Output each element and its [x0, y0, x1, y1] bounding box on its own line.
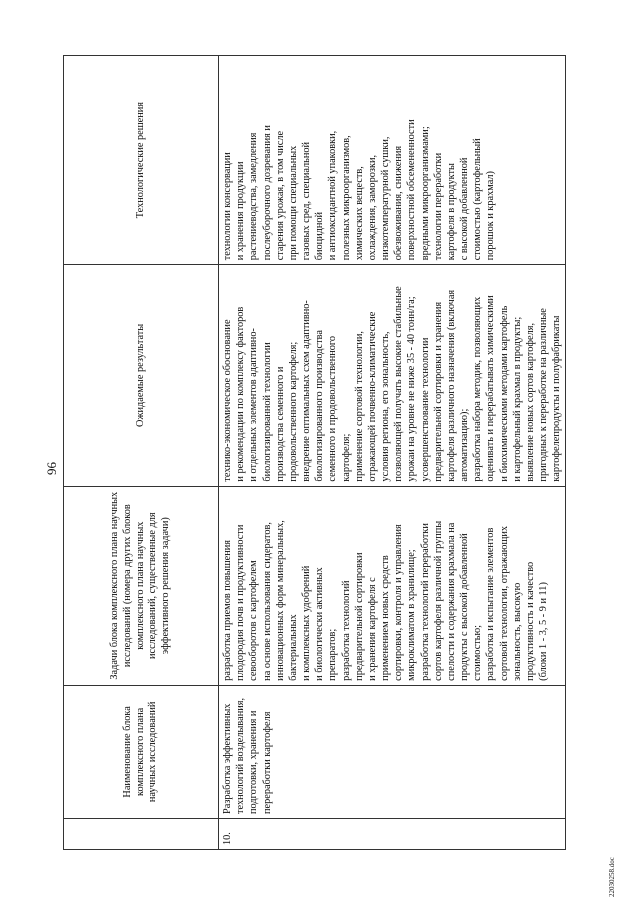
text-line: при помощи специальных — [287, 145, 299, 261]
text-line: применение сортовой технологии, — [353, 331, 365, 482]
table-header-row — [64, 56, 219, 850]
research-plan-table — [63, 55, 566, 850]
text-line: технико-экономическое обоснование — [222, 319, 233, 482]
text-line: отражающей почвенно-климатические — [366, 311, 378, 482]
text-line: севооборотов с картофелем — [248, 560, 260, 681]
text-line: выявление новых сортов картофеля, — [524, 322, 536, 482]
text-line: Разработка эффективных — [222, 703, 233, 814]
text-line: инновационных форм минеральных, — [274, 520, 286, 681]
results-cell — [219, 265, 566, 486]
solutions-cell — [219, 56, 566, 265]
tasks-cell — [219, 486, 566, 685]
text-line: разработка и испытание элементов — [485, 527, 497, 681]
text-line: охлаждения, заморозки, — [366, 154, 378, 261]
text-line: технологии переработки — [432, 152, 444, 261]
text-line: картофеля в продукты — [445, 163, 457, 261]
text-line: разработка набора методик, позволяющих — [472, 296, 484, 482]
text-line: полезных микроорганизмов, — [340, 135, 352, 261]
text-line: производства семенного и — [274, 366, 286, 482]
text-line: картофеля различного назначения (включая — [445, 289, 457, 482]
text-line: урожаи на уровне не ниже 35 - 40 тонн/га; — [406, 296, 418, 482]
text-line: биологизированной технологии — [261, 342, 273, 482]
text-line: низкотемпературной сушки, — [380, 136, 392, 261]
text-line: и отдельных элементов адаптивно- — [248, 328, 260, 482]
text-line: газовых сред, специальной — [301, 141, 313, 261]
text-line: микроклиматом в хранилище; — [406, 549, 418, 681]
text-line: на основе использования сидератов, — [261, 522, 273, 681]
header-number — [64, 818, 219, 849]
text-line: и картофельный крахмал в продукты; — [511, 316, 523, 482]
text-line: зональность, высокую — [511, 582, 523, 681]
text-line: биоцидной — [314, 211, 326, 261]
header-block-tasks: Задачи блока комплексного плана научных исследований (номера других блоков комплексного плана научных исследований, существенные для эффективного решения задачи) — [64, 486, 219, 685]
text-line: порошок и крахмал) — [485, 171, 497, 261]
text-line: разработка технологий — [340, 580, 352, 681]
text-line: продуктивность и качество — [524, 561, 536, 681]
text-line: старения урожая, в том числе — [274, 130, 286, 261]
text-line: стоимостью; — [472, 624, 484, 681]
text-line: послеуборочного дозревания и — [261, 125, 273, 261]
text-line: условия региона, его зональность, — [380, 331, 392, 482]
text-line: сортовой технологии, отражающих — [498, 525, 510, 681]
text-line: (блоки 1 - 3, 5 - 9 и 11) — [538, 582, 550, 681]
text-line: автоматизацию); — [459, 408, 471, 482]
text-line: и комплексных удобрений — [301, 565, 313, 681]
text-line: поверхностной обсемененности — [406, 119, 418, 261]
text-line: растениеводства, замедления — [248, 132, 260, 261]
text-line: технологии консервации — [222, 152, 233, 261]
text-line: оценивать и перерабатывать химическими — [485, 295, 497, 482]
text-line: вредными микроорганизмами; — [419, 126, 431, 261]
text-line: продукты с высокой добавленной — [459, 533, 471, 681]
row-number: 10. — [219, 818, 566, 849]
header-block-name: Наименование блока комплексного плана научных исследований — [64, 685, 219, 818]
text-line: усовершенствование технологии — [419, 337, 431, 482]
text-line: бактериальных — [287, 614, 299, 681]
text-line: спелости и содержания крахмала на — [445, 522, 457, 681]
text-line: и биологически активных — [314, 567, 326, 681]
text-line: обезвоживания, снижения — [393, 145, 405, 261]
text-line: разработка технологий переработки — [419, 523, 431, 681]
text-line: картофелепродукты и полуфабрикаты — [551, 315, 563, 482]
text-line: разработка приемов повышения — [222, 540, 233, 681]
text-line: внедрение оптимальных схем адаптивно- — [301, 300, 313, 482]
text-line: с высокой добавленной — [459, 157, 471, 261]
text-line: плодородия почв и продуктивности — [235, 524, 247, 681]
text-line: сортов картофеля различной группы — [432, 520, 444, 681]
text-line: и хранения продукции — [235, 161, 247, 261]
text-line: семенного и продовольственного — [327, 336, 339, 482]
text-line: предварительной сортировки и хранения — [432, 301, 444, 482]
text-line: стоимостью (картофельный — [472, 138, 484, 261]
text-line: химических веществ, — [353, 166, 365, 261]
header-technological-solutions: Технологические решения — [64, 56, 219, 265]
text-line: позволяющей получать высокие стабильные — [393, 286, 405, 482]
table-row — [219, 56, 566, 850]
text-line: биологизированного производства — [314, 330, 326, 482]
text-line: и хранения картофеля с — [366, 577, 378, 681]
text-line: применением новых средств — [380, 555, 392, 681]
header-expected-results: Ожидаемые результаты — [64, 265, 219, 486]
text-line: картофеля; — [340, 433, 352, 482]
text-line: и антиоксидантной упаковки, — [327, 130, 339, 261]
text-line: переработки картофеля — [261, 711, 273, 814]
text-line: сортировки, контроля и управления — [393, 524, 405, 681]
text-line: препаратов; — [327, 628, 339, 681]
text-line: продовольственного картофеля; — [287, 341, 299, 482]
text-line: и биохимическими методами картофель — [498, 305, 510, 482]
text-line: и рекомендации по комплексу факторов — [235, 306, 247, 482]
footer-filename: 22030258.doc — [608, 857, 616, 897]
text-line: подготовки, хранения и — [248, 710, 260, 814]
block-name-cell — [219, 685, 566, 818]
text-line: предварительной сортировки — [353, 552, 365, 681]
text-line: пригодных к переработке на различные — [538, 308, 550, 482]
page-number: 96 — [44, 462, 59, 475]
text-line: технологий возделывания, — [235, 697, 247, 814]
